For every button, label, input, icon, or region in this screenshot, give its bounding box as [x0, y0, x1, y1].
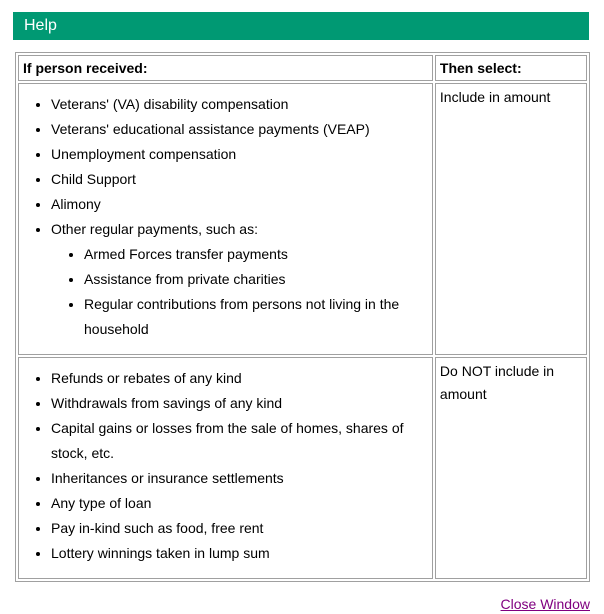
list-item-label: Other regular payments, such as:	[51, 221, 258, 237]
table-row	[18, 83, 587, 355]
received-cell	[18, 83, 433, 355]
column-header-received: If person received:	[18, 55, 433, 81]
list-item: • Veterans' (VA) disability compensation	[51, 92, 428, 117]
list-item: • Veterans' educational assistance payments (VEAP)	[51, 117, 428, 142]
list-item: • Alimony	[51, 192, 428, 217]
then-select-cell: Include in amount	[435, 83, 587, 355]
received-cell	[18, 357, 433, 579]
sub-list-item: • Armed Forces transfer payments	[84, 242, 428, 267]
then-select-cell: Do NOT include in amount	[435, 357, 587, 579]
table-header-row	[18, 55, 587, 81]
list-item: • Unemployment compensation	[51, 142, 428, 167]
column-header-then-select: Then select:	[435, 55, 587, 81]
list-item: • Refunds or rebates of any kind	[51, 366, 428, 391]
table-row	[18, 357, 587, 579]
received-list	[23, 92, 428, 342]
list-item: • Withdrawals from savings of any kind	[51, 391, 428, 416]
help-table	[15, 52, 590, 582]
page-title: Help	[24, 17, 57, 34]
received-list	[23, 366, 428, 566]
list-item: • Child Support	[51, 167, 428, 192]
list-item: • Any type of loan	[51, 491, 428, 516]
list-item: • Inheritances or insurance settlements	[51, 466, 428, 491]
sub-list-item: • Regular contributions from persons not living in the household	[84, 292, 428, 342]
list-item: • Pay in-kind such as food, free rent	[51, 516, 428, 541]
other-payments-sublist	[51, 242, 428, 342]
list-item: • Capital gains or losses from the sale of homes, shares of stock, etc.	[51, 416, 428, 466]
list-item: • Lottery winnings taken in lump sum	[51, 541, 428, 566]
list-item	[51, 217, 428, 342]
sub-list-item: • Assistance from private charities	[84, 267, 428, 292]
window-title-bar	[13, 12, 589, 40]
close-window-link[interactable]: Close Window	[500, 596, 590, 612]
footer	[13, 596, 590, 614]
